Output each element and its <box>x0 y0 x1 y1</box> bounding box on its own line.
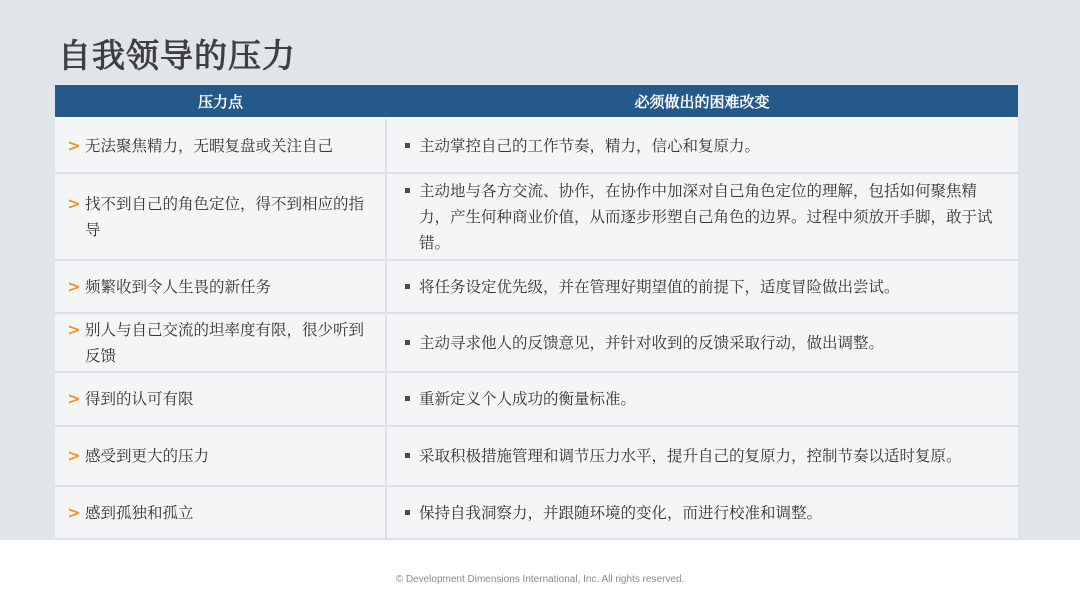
pressure-text: 感受到更大的压力 <box>85 447 210 465</box>
pressure-cell <box>55 260 386 313</box>
change-cell <box>386 486 1018 539</box>
change-cell <box>386 173 1018 260</box>
chevron-right-icon: > <box>67 502 81 522</box>
change-cell <box>386 118 1018 173</box>
change-text: 主动地与各方交流、协作，在协作中加深对自己角色定位的理解，包括如何聚焦精力，产生何种商业价值，从而逐步形塑自己角色的边界。过程中须放开手脚，敢于试错。 <box>419 181 993 252</box>
chevron-right-icon: > <box>67 389 81 408</box>
pressure-text: 找不到自己的角色定位，得不到相应的指导 <box>85 194 365 239</box>
table-row <box>55 372 1018 426</box>
square-bullet-icon <box>395 178 419 193</box>
square-bullet-icon <box>395 274 419 289</box>
change-text: 主动掌控自己的工作节奏，精力，信心和复原力。 <box>419 136 761 155</box>
header-pressure: 压力点 <box>55 85 386 118</box>
table-row <box>55 173 1018 260</box>
change-cell <box>386 260 1018 313</box>
pressure-cell <box>55 313 386 372</box>
square-bullet-icon <box>395 443 419 458</box>
change-text: 主动寻求他人的反馈意见，并针对收到的反馈采取行动，做出调整。 <box>419 333 885 352</box>
pressure-text: 别人与自己交流的坦率度有限，很少听到反馈 <box>85 320 365 365</box>
change-cell <box>386 313 1018 372</box>
change-cell <box>386 426 1018 486</box>
pressure-cell <box>55 426 386 486</box>
square-bullet-icon <box>395 386 419 401</box>
chevron-right-icon: > <box>67 193 81 213</box>
square-bullet-icon <box>395 330 419 345</box>
chevron-right-icon: > <box>67 446 81 465</box>
page-title: 自我领导的压力 <box>58 36 296 75</box>
table-header-row <box>55 85 1018 118</box>
table-row <box>55 426 1018 486</box>
change-text: 保持自我洞察力，并跟随环境的变化，而进行校准和调整。 <box>419 503 823 522</box>
pressure-cell <box>55 118 386 173</box>
chevron-right-icon: > <box>67 135 81 155</box>
change-cell <box>386 372 1018 426</box>
change-text: 重新定义个人成功的衡量标准。 <box>419 390 637 408</box>
table-row <box>55 313 1018 372</box>
pressure-cell <box>55 372 386 426</box>
square-bullet-icon <box>395 133 419 148</box>
square-bullet-icon <box>395 500 419 515</box>
pressure-text: 得到的认可有限 <box>85 390 194 408</box>
pressure-cell <box>55 173 386 260</box>
chevron-right-icon: > <box>67 319 81 339</box>
table-row <box>55 486 1018 539</box>
header-change: 必须做出的困难改变 <box>386 85 1018 118</box>
chevron-right-icon: > <box>67 276 81 296</box>
pressure-text: 感到孤独和孤立 <box>85 503 194 522</box>
change-text: 采取积极措施管理和调节压力水平，提升自己的复原力，控制节奏以适时复原。 <box>419 447 962 465</box>
pressure-text: 无法聚焦精力，无暇复盘或关注自己 <box>85 136 334 155</box>
copyright-footer: © Development Dimensions International, Inc. All rights reserved. <box>395 574 685 585</box>
pressure-cell <box>55 486 386 539</box>
change-text: 将任务设定优先级，并在管理好期望值的前提下，适度冒险做出尝试。 <box>419 277 900 296</box>
pressure-text: 频繁收到令人生畏的新任务 <box>85 277 272 296</box>
table-row <box>55 260 1018 313</box>
pressure-table <box>55 85 1018 540</box>
table-row <box>55 118 1018 173</box>
